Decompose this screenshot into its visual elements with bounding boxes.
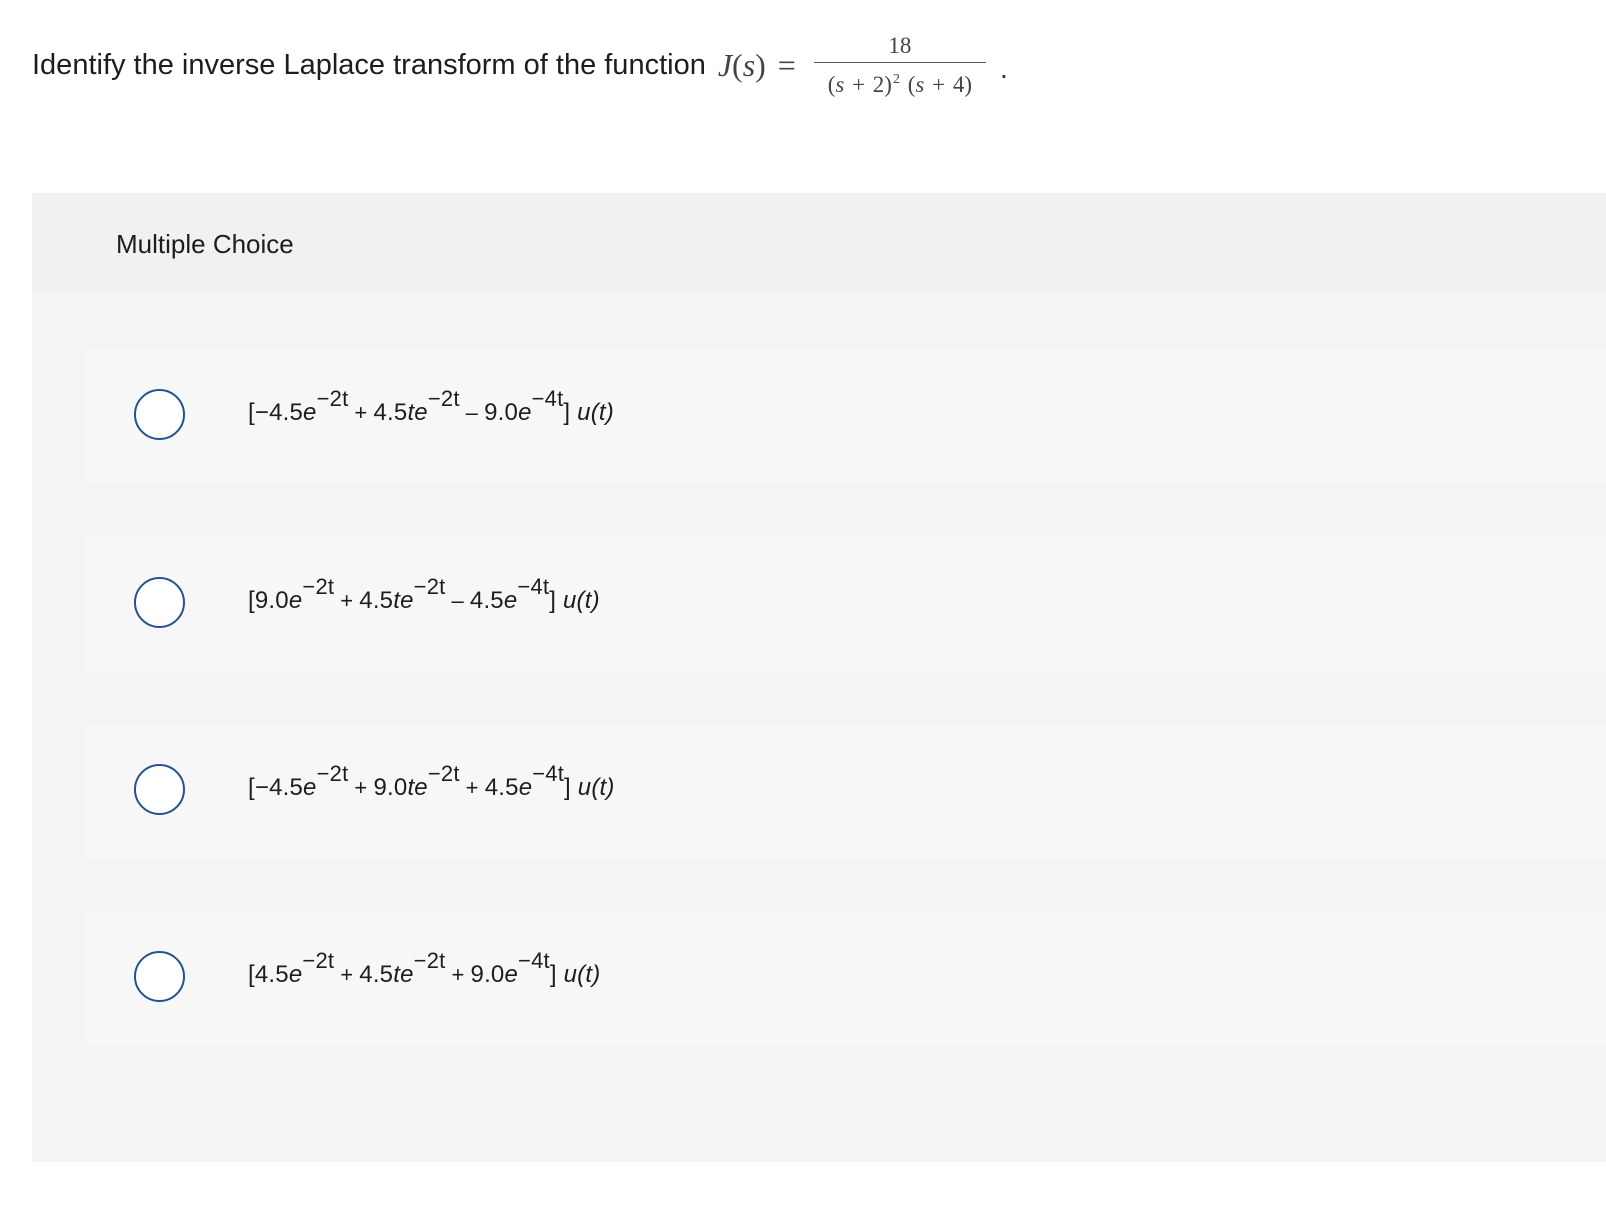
fraction-denominator: $(s + 2)^2$ (s + 4) (827, 71, 972, 97)
radio-button[interactable] (134, 577, 185, 628)
choice-option-1[interactable] (84, 349, 1606, 484)
transfer-fraction (814, 33, 986, 98)
radio-button[interactable] (134, 389, 185, 440)
choice-expression: [$9.0e^{-2t}+ 4.5te^{-2t}-$ $4.5e^{-4t}$] u(t) (248, 574, 600, 614)
choices-list (32, 294, 1606, 1162)
function-name: J (717, 46, 733, 83)
equals-sign: = (777, 46, 796, 83)
question-text: Identify the inverse Laplace transform of the function (32, 48, 706, 81)
choice-expression: $[4.5e^{-2t}+ 4.5te^{-2t}+ 9.0e^{-4t}]$ u(t) (248, 948, 601, 988)
panel-header (32, 193, 1606, 294)
radio-button[interactable] (134, 951, 185, 1002)
choice-option-3[interactable] (84, 724, 1606, 859)
panel-header-label: Multiple Choice (116, 229, 294, 259)
function-variable: s (742, 46, 756, 83)
function-label: J(s) (717, 46, 766, 83)
question-prompt (32, 30, 1008, 100)
choice-expression: [$-4.5e^{-2t}+ 4.5te^{-2t}-$ $9.0e^{-4t}$] u(t) (248, 386, 614, 426)
radio-button[interactable] (134, 764, 185, 815)
fraction-numerator: 18 (888, 32, 912, 58)
choice-option-4[interactable] (84, 911, 1606, 1046)
question-period: . (999, 52, 1008, 85)
choice-expression: $[-4.5e^{-2t}+ 9.0te^{-2t}+ 4.5e^{-4t}]$ u(t) (248, 761, 615, 801)
multiple-choice-panel (32, 193, 1606, 1162)
choice-option-2[interactable] (84, 537, 1606, 672)
